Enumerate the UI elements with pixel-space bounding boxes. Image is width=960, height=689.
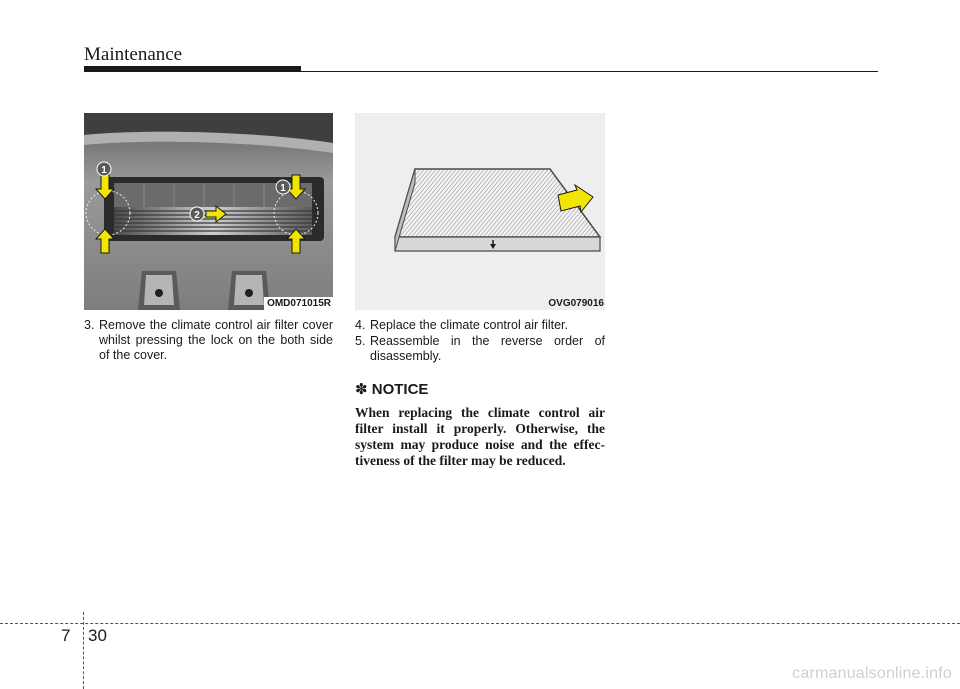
notice-title: ✽ NOTICE: [355, 381, 429, 398]
step-5: [355, 334, 605, 364]
step-number: 4.: [355, 318, 366, 332]
callout-label-2: 2: [194, 210, 200, 221]
step-number: 5.: [355, 334, 366, 348]
callout-label-1-right: 1: [280, 183, 286, 194]
filter-cover-illustration: [84, 113, 333, 310]
callout-label-1-left: 1: [101, 165, 107, 176]
step-text: Replace the climate control air filter.: [370, 318, 569, 332]
figure-air-filter: [355, 113, 605, 310]
step-text: Remove the climate control air filter cover whilst pressing the lock on the both side of the cover.: [99, 318, 333, 362]
air-filter-illustration: [355, 113, 605, 310]
step-number: 3.: [84, 318, 95, 332]
figure-code: OMD071015R: [267, 298, 331, 309]
figure-code: OVG079016: [548, 298, 604, 309]
page-number: 30: [88, 626, 107, 645]
page-title: Maintenance: [84, 44, 183, 65]
chapter-number: 7: [61, 626, 71, 645]
header-rule: [301, 71, 878, 72]
footer-divider: [83, 612, 84, 689]
figure-filter-cover: [84, 113, 333, 310]
footer-rule: [0, 623, 960, 624]
step-text: Reassemble in the reverse order of disassembly.: [370, 334, 605, 363]
step-4: [355, 318, 605, 333]
notice-body: When replacing the climate control air filter install it properly. Otherwise, the system may produce noise and the effec-tiveness of the filter may be reduced.: [355, 405, 605, 468]
header-bar: [84, 66, 301, 72]
step-3: [84, 318, 333, 363]
watermark-text: carmanualsonline.info: [792, 665, 952, 682]
